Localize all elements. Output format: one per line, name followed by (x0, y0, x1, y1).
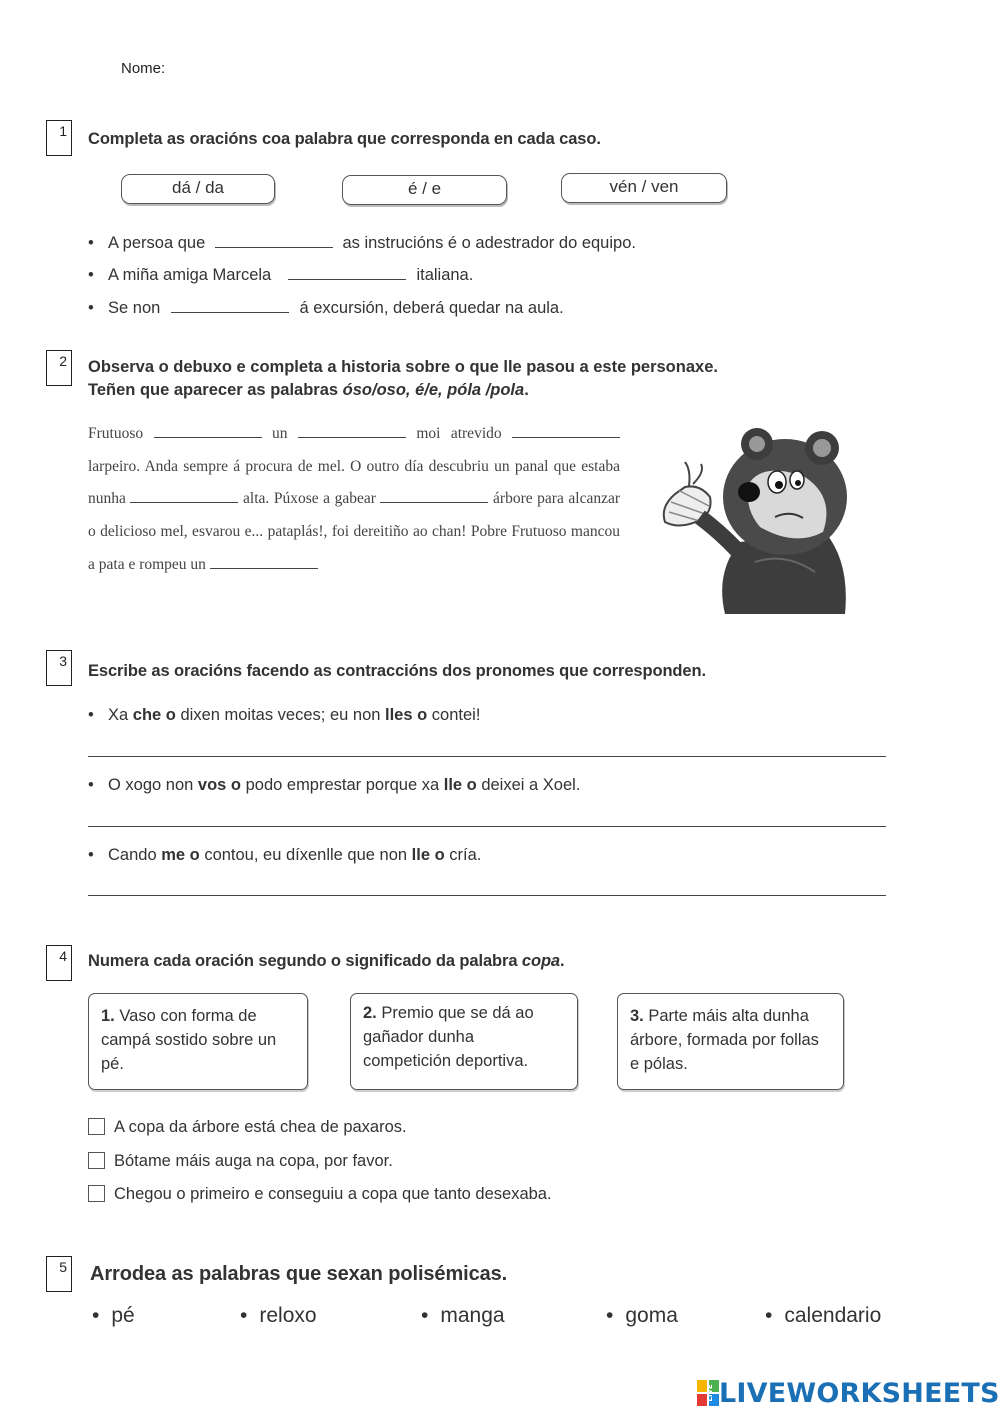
definition-box: 2. Premio que se dá ao gañador dunha competición deportiva. (350, 993, 578, 1090)
exercise-3-number: 3 (46, 650, 72, 686)
liveworksheets-logo-icon (697, 1380, 719, 1406)
liveworksheets-brand: LIVEWORKSHEETS (719, 1377, 1000, 1409)
number-box[interactable] (88, 1185, 105, 1202)
answer-blank[interactable] (130, 490, 238, 503)
answer-blank[interactable] (154, 425, 262, 438)
bear-nose (738, 482, 760, 502)
ex3-sentence: • Cando me o contou, eu díxenlle que non lle o cría. (88, 846, 482, 864)
option-pill: dá / da (121, 174, 275, 204)
ex1-sentence: • Se non á excursión, deberá quedar na aula. (88, 299, 564, 317)
answer-blank[interactable] (171, 298, 289, 313)
name-label: Nome: (121, 60, 166, 77)
number-box[interactable] (88, 1152, 105, 1169)
definition-box: 1. Vaso con forma de campá sostido sobre un pé. (88, 993, 308, 1090)
ex1-sentence: • A persoa que as instrucións é o adestrador do equipo. (88, 234, 636, 252)
exercise-1-heading: Completa as oracións coa palabra que corresponda en cada caso. (88, 130, 601, 148)
answer-blank[interactable] (380, 490, 488, 503)
answer-blank[interactable] (288, 265, 406, 280)
ex1-sentence: • A miña amiga Marcela italiana. (88, 266, 474, 284)
exercise-3-heading: Escribe as oracións facendo as contraccións dos pronomes que corresponden. (88, 662, 706, 680)
exercise-1-number: 1 (46, 120, 72, 156)
ex3-sentence: • Xa che o dixen moitas veces; eu non lles o contei! (88, 706, 481, 724)
answer-blank[interactable] (210, 556, 318, 569)
exercise-5-heading: Arrodea as palabras que sexan polisémicas. (90, 1263, 508, 1285)
polysemy-word[interactable]: • pé (92, 1304, 135, 1327)
ex3-sentence: • O xogo non vos o podo emprestar porque xa lle o deixei a Xoel. (88, 776, 581, 794)
exercise-2-heading: Observa o debuxo e completa a historia sobre o que lle pasou a este personaxe. Teñen que aparecer as palabras óso/oso, é/e, póla /pola. (88, 358, 718, 399)
answer-line[interactable] (88, 756, 886, 757)
story-text: Frutuoso un moi atrevido larpeiro. Anda sempre á procura de mel. O outro día descubriu un panal que estaba nunha alta. Púxose a gabear árbore para alcanzar o delicioso mel, esvarou e... pataplás!, foi dereitiño ao chan! Pobre Frutuoso mancou a pata e rompeu un (88, 425, 621, 573)
liveworksheets-logo (697, 1378, 1000, 1408)
answer-line[interactable] (88, 895, 886, 896)
option-pill: vén / ven (561, 173, 727, 203)
answer-blank[interactable] (215, 233, 333, 248)
bear-illustration (645, 422, 860, 614)
copa-sentence: Bótame máis auga na copa, por favor. (88, 1152, 393, 1171)
polysemy-word[interactable]: • reloxo (240, 1304, 317, 1327)
answer-blank[interactable] (298, 425, 406, 438)
polysemy-word[interactable]: • calendario (765, 1304, 882, 1327)
polysemy-word[interactable]: • goma (606, 1304, 678, 1327)
exercise-5-number: 5 (46, 1256, 72, 1292)
exercise-4-heading: Numera cada oración segundo o significado da palabra copa. (88, 952, 565, 970)
definition-box: 3. Parte máis alta dunha árbore, formada por follas e pólas. (617, 993, 844, 1090)
option-pill: é / e (342, 175, 507, 205)
copa-sentence: Chegou o primeiro e conseguiu a copa que tanto desexaba. (88, 1185, 552, 1204)
number-box[interactable] (88, 1118, 105, 1135)
logo-badge: LIVE (706, 1384, 714, 1402)
exercise-4-number: 4 (46, 945, 72, 981)
copa-sentence: A copa da árbore está chea de paxaros. (88, 1118, 407, 1137)
exercise-2-number: 2 (46, 350, 72, 386)
answer-line[interactable] (88, 826, 886, 827)
polysemy-word[interactable]: • manga (421, 1304, 505, 1327)
answer-blank[interactable] (512, 425, 620, 438)
